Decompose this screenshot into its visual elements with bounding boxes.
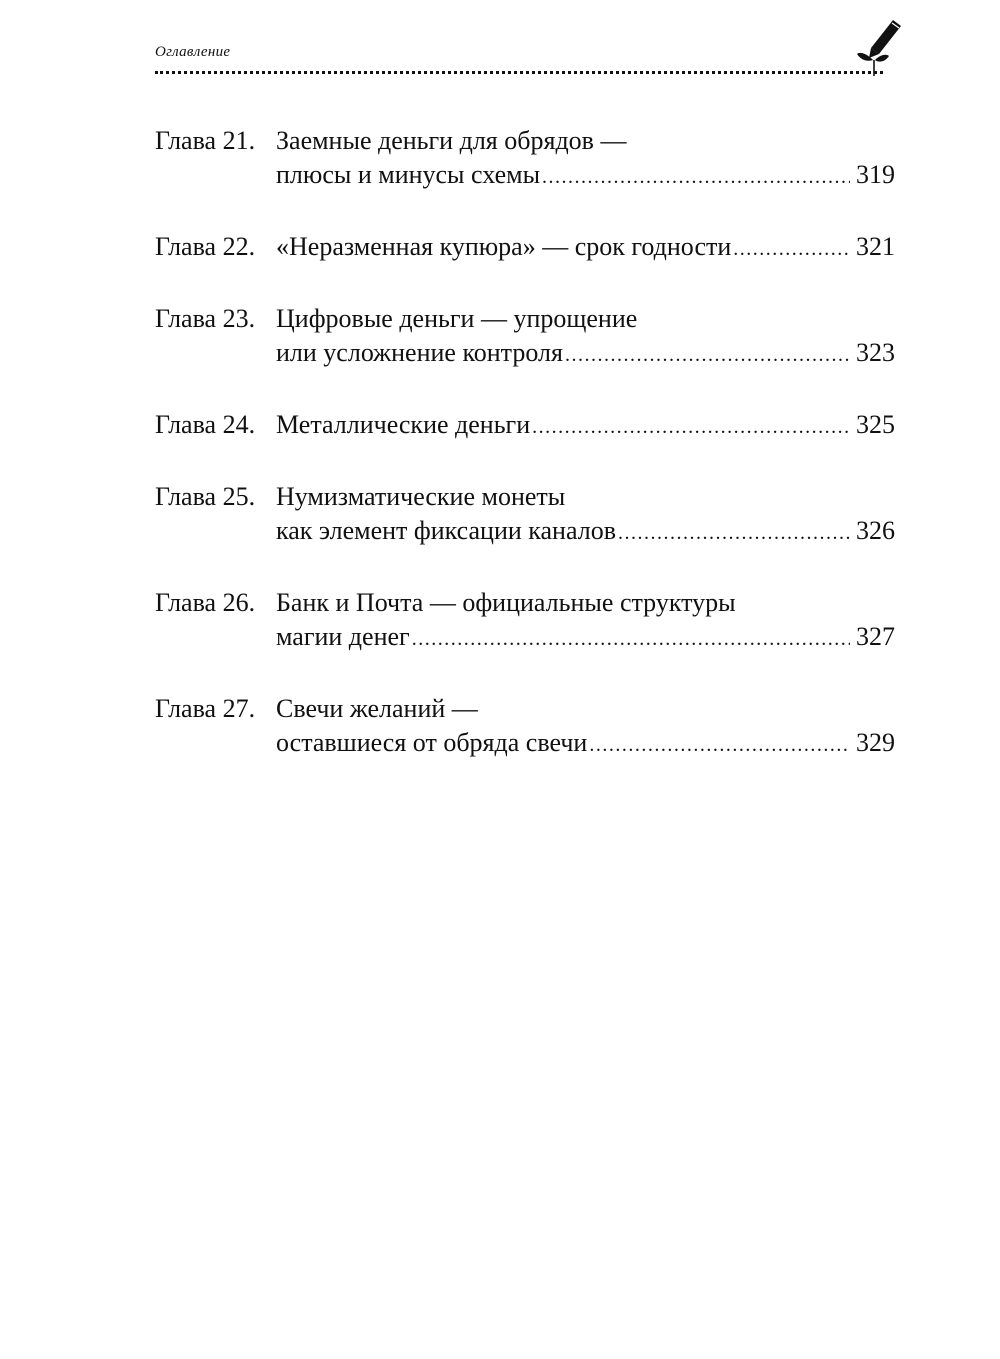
chapter-title-continued: оставшиеся от обряда свечи [276,728,588,757]
running-head-title: Оглавление [155,44,231,60]
dot-leader [618,516,850,550]
chapter-title: «Неразменная купюра» — срок годности [276,232,732,261]
dot-leader [412,622,850,656]
chapter-title-continued: или усложнение контроля [276,338,563,367]
chapter-title: Металлические деньги [276,410,531,439]
toc-entry[interactable] [155,692,895,762]
table-of-contents [155,124,895,798]
dot-leader [532,410,850,444]
chapter-label: Глава 23. [155,304,256,333]
toc-entry[interactable] [155,480,895,550]
toc-entry[interactable] [155,408,895,444]
chapter-label: Глава 25. [155,482,256,511]
chapter-label: Глава 21. [155,126,256,155]
toc-entry[interactable] [155,124,895,194]
chapter-label: Глава 24. [155,410,256,439]
toc-entry[interactable] [155,302,895,372]
page-number: 323 [856,338,895,367]
page-number: 327 [856,622,895,651]
page-number: 329 [856,728,895,757]
chapter-title: Заемные деньги для обрядов — [276,126,627,155]
chapter-title: Банк и Почта — официальные структуры [276,588,736,617]
chapter-title: Цифровые деньги — упрощение [276,304,638,333]
chapter-title: Нумизматические монеты [276,482,566,511]
dot-leader [565,338,850,372]
pen-sprout-icon [855,18,905,78]
dot-leader [733,232,850,266]
page-number: 326 [856,516,895,545]
page-number: 319 [856,160,895,189]
dotted-rule [155,71,883,74]
dot-leader [542,160,850,194]
chapter-title: Свечи желаний — [276,694,478,723]
page-number: 321 [856,232,895,261]
page-number: 325 [856,410,895,439]
chapter-title-continued: плюсы и минусы схемы [276,160,541,189]
dot-leader [589,728,850,762]
chapter-title-continued: магии денег [276,622,410,651]
page-header [155,30,905,80]
chapter-label: Глава 27. [155,694,256,723]
chapter-title-continued: как элемент фиксации каналов [276,516,616,545]
chapter-label: Глава 22. [155,232,256,261]
chapter-label: Глава 26. [155,588,256,617]
toc-entry[interactable] [155,586,895,656]
toc-entry[interactable] [155,230,895,266]
